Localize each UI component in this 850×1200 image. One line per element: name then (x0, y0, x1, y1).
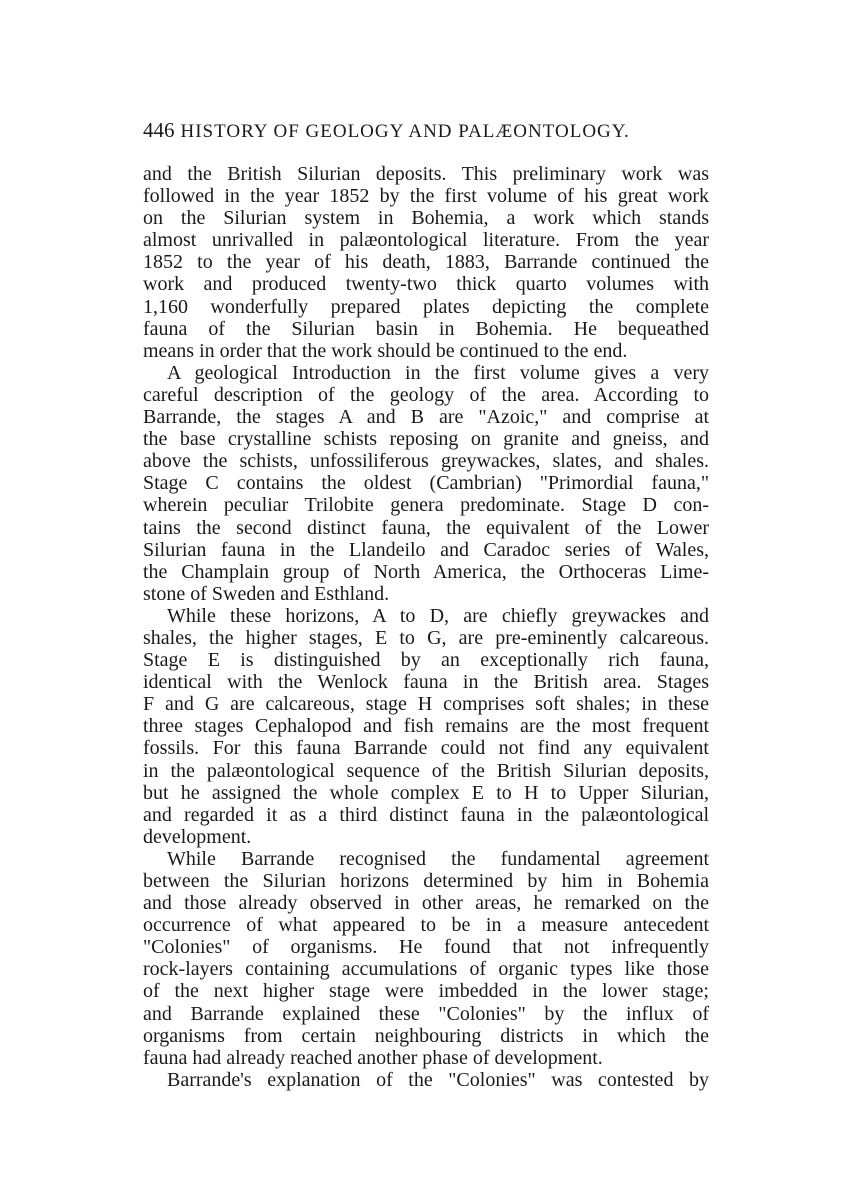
text-line: "Colonies" of organisms. He found that not infrequently (143, 936, 709, 959)
text-line: the base crystalline schists reposing on granite and gneiss, and (143, 428, 709, 451)
text-line: work and produced twenty-two thick quarto volumes with (143, 273, 709, 296)
text-line: While these horizons, A to D, are chiefly greywackes and (167, 604, 709, 627)
text-line: three stages Cephalopod and fish remains are the most frequent (143, 715, 709, 738)
text-line: and those already observed in other areas, he remarked on the (143, 892, 709, 915)
text-line: A geological Introduction in the first volume gives a very (167, 361, 709, 384)
text-line: followed in the year 1852 by the first volume of his great work (143, 185, 709, 208)
text-line: Barrande's explanation of the "Colonies" was contested by (167, 1068, 709, 1091)
running-head (143, 118, 713, 142)
text-line: the Champlain group of North America, the Orthoceras Lime- (143, 560, 709, 583)
text-line: tains the second distinct fauna, the equivalent of the Lower (143, 516, 709, 539)
text-line: occurrence of what appeared to be in a measure antecedent (143, 914, 709, 937)
text-line: and Barrande explained these "Colonies" by the influx of (143, 1002, 709, 1025)
text-line: organisms from certain neighbouring districts in which the (143, 1024, 709, 1047)
text-line: and the British Silurian deposits. This preliminary work was (143, 163, 709, 185)
text-line: identical with the Wenlock fauna in the British area. Stages (143, 671, 709, 694)
text-line: rock-layers containing accumulations of organic types like those (143, 958, 709, 981)
text-line: 1,160 wonderfully prepared plates depicting the complete (143, 295, 709, 318)
text-line: and regarded it as a third distinct fauna in the palæontological (143, 803, 709, 826)
text-line: Stage C contains the oldest (Cambrian) "Primordial fauna," (143, 472, 709, 495)
body-text (143, 163, 709, 1091)
text-line: 1852 to the year of his death, 1883, Barrande continued the (143, 251, 709, 274)
text-line: of the next higher stage were imbedded in the lower stage; (143, 980, 709, 1003)
text-line: fossils. For this fauna Barrande could not find any equivalent (143, 737, 709, 760)
text-line: means in order that the work should be continued to the end. (143, 339, 628, 362)
text-line: shales, the higher stages, E to G, are pre-eminently calcareous. (143, 626, 709, 649)
text-line: on the Silurian system in Bohemia, a work which stands (143, 207, 709, 230)
text-line: stone of Sweden and Esthland. (143, 582, 390, 605)
text-line: above the schists, unfossiliferous greywackes, slates, and shales. (143, 450, 709, 473)
text-line: Barrande, the stages A and B are "Azoic," and comprise at (143, 406, 709, 429)
text-line: careful description of the geology of the area. According to (143, 383, 709, 406)
text-line: but he assigned the whole complex E to H to Upper Silurian, (143, 781, 709, 804)
text-line: development. (143, 825, 252, 848)
text-line: F and G are calcareous, stage H comprises soft shales; in these (143, 693, 709, 716)
text-line: almost unrivalled in palæontological literature. From the year (143, 229, 709, 252)
text-line: Stage E is distinguished by an exceptionally rich fauna, (143, 649, 709, 672)
text-line: wherein peculiar Trilobite genera predominate. Stage D con- (143, 494, 709, 517)
running-title: HISTORY OF GEOLOGY AND PALÆONTOLOGY. (180, 121, 630, 142)
text-line: fauna of the Silurian basin in Bohemia. He bequeathed (143, 317, 709, 340)
text-line: Silurian fauna in the Llandeilo and Caradoc series of Wales, (143, 538, 709, 561)
text-line: in the palæontological sequence of the British Silurian deposits, (143, 759, 709, 782)
text-line: fauna had already reached another phase of development. (143, 1046, 603, 1069)
text-line: While Barrande recognised the fundamental agreement (167, 847, 709, 870)
text-line: between the Silurian horizons determined by him in Bohemia (143, 870, 709, 892)
page-number: 446 (143, 118, 175, 142)
